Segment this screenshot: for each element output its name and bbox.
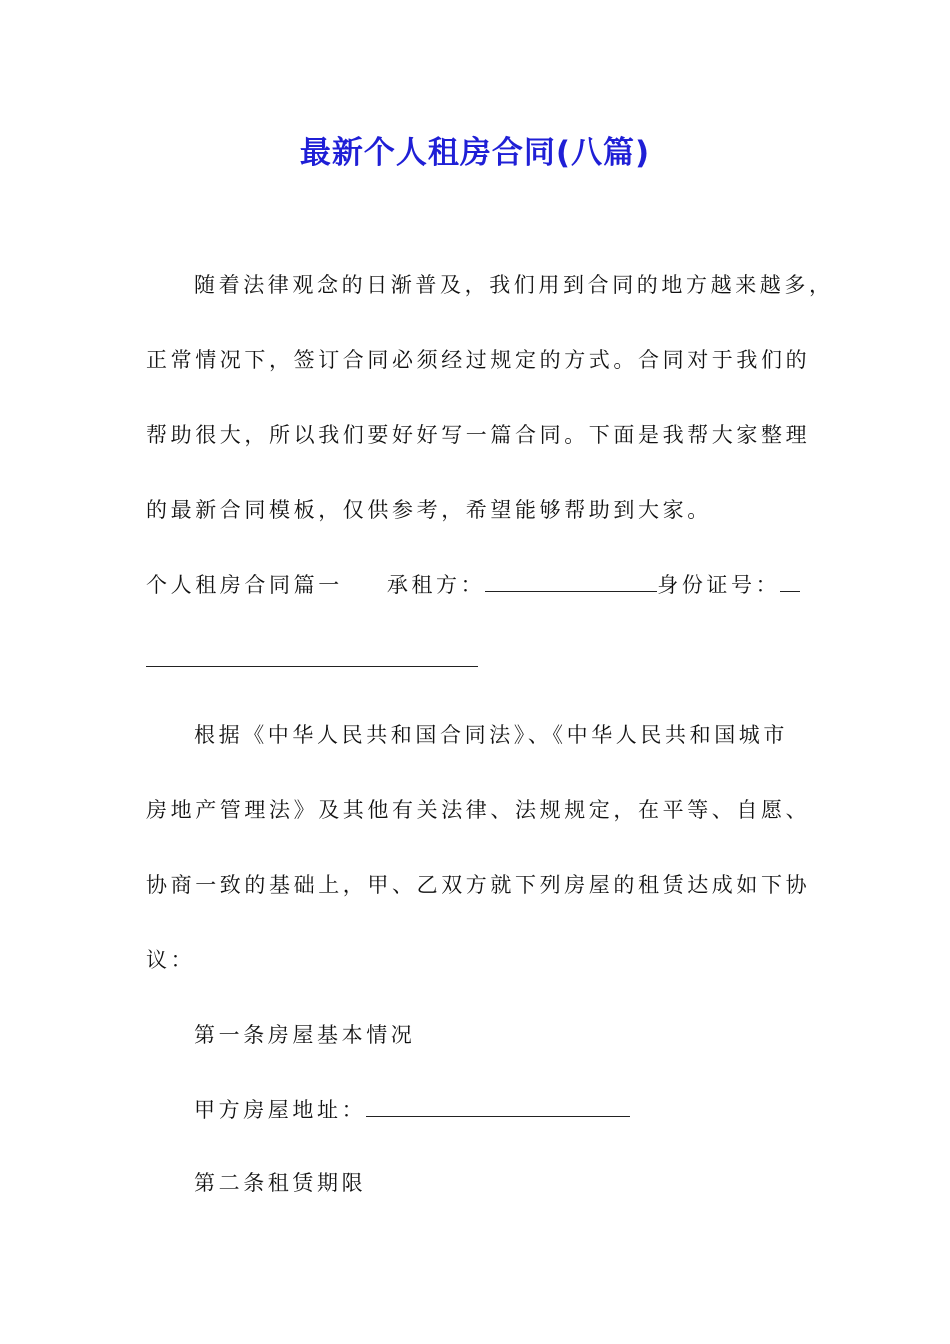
basis-line-1: 根据《中华人民共和国合同法》、《中华人民共和国城市 xyxy=(194,723,788,747)
section-heading: 个人租房合同篇一 xyxy=(146,573,343,597)
address-label: 甲方房屋地址： xyxy=(194,1098,367,1122)
basis-line-3: 协商一致的基础上，甲、乙双方就下列房屋的租赁达成如下协 xyxy=(146,873,811,897)
article-1-heading: 第一条房屋基本情况 xyxy=(194,1023,416,1047)
id-blank-continued xyxy=(146,647,478,667)
article-2-heading: 第二条租赁期限 xyxy=(194,1171,367,1195)
intro-line-3: 帮助很大，所以我们要好好写一篇合同。下面是我帮大家整理 xyxy=(146,423,811,447)
basis-line-2: 房地产管理法》及其他有关法律、法规规定，在平等、自愿、 xyxy=(146,798,811,822)
basis-line-4: 议： xyxy=(146,948,196,972)
address-line xyxy=(194,1095,630,1125)
lessee-blank xyxy=(485,572,657,592)
id-blank-continuation-line xyxy=(146,645,478,675)
intro-line-1: 随着法律观念的日渐普及，我们用到合同的地方越来越多， xyxy=(194,273,834,297)
id-blank-start xyxy=(780,572,800,592)
lessee-label: 承租方： xyxy=(386,573,486,597)
intro-line-4: 的最新合同模板，仅供参考，希望能够帮助到大家。 xyxy=(146,498,712,522)
address-blank xyxy=(366,1097,630,1117)
party-line xyxy=(146,570,800,600)
document-title: 最新个人租房合同(八篇) xyxy=(299,135,651,171)
intro-line-2: 正常情况下，签订合同必须经过规定的方式。合同对于我们的 xyxy=(146,348,811,372)
id-label: 身份证号： xyxy=(657,573,781,597)
